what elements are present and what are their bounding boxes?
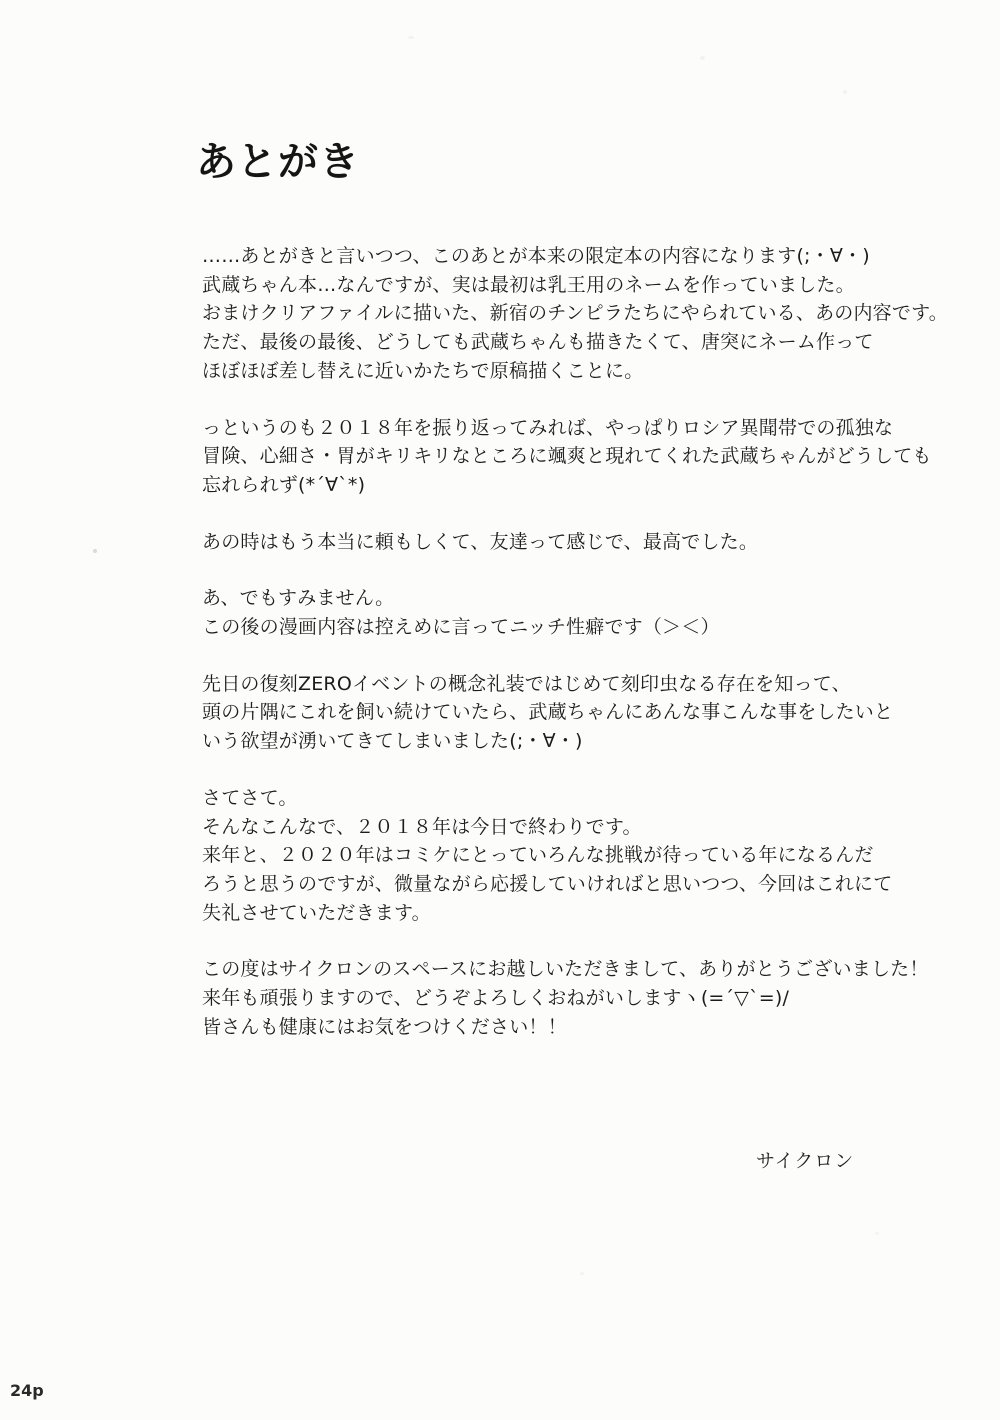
body-line: っというのも２０１８年を振り返ってみれば、やっぱりロシア異聞帯での孤独な — [202, 416, 894, 439]
body-line: 先日の復刻ZEROイベントの概念礼装ではじめて刻印虫なる存在を知って、 — [202, 672, 851, 695]
body-line: 武蔵ちゃん本…なんですが、実は最初は乳王用のネームを作っていました。 — [202, 273, 855, 296]
paragraph-year-end — [202, 784, 962, 928]
body-line: 冒険、心細さ・胃がキリキリなところに颯爽と現れてくれた武蔵ちゃんがどうしても — [202, 445, 932, 468]
body-line: 皆さんも健康にはお気をつけください！！ — [202, 1015, 567, 1038]
body-line: ほぼほぼ差し替えに近いかたちで原稿描くことに。 — [202, 359, 644, 382]
page-title: あとがき — [196, 139, 360, 185]
body-line: ……あとがきと言いつつ、このあとが本来の限定本の内容になります(;・∀・) — [202, 245, 870, 267]
body-line: あ、でもすみません。 — [202, 587, 395, 610]
scan-speck — [580, 1272, 584, 1275]
body-line: 頭の片隅にこれを飼い続けていたら、武蔵ちゃんにあんな事こんな事をしたいと — [202, 701, 894, 724]
afterword-body — [202, 242, 962, 1069]
paragraph-friend — [202, 528, 962, 557]
body-line: おまけクリアファイルに描いた、新宿のチンピラたちにやられている、あの内容です。 — [202, 302, 948, 325]
author-signature: サイクロン — [756, 1150, 855, 1172]
paragraph-zero-event — [202, 670, 962, 756]
scan-speck — [875, 1232, 879, 1235]
paragraph-2018-memory — [202, 414, 962, 500]
body-line: 失礼させていただきます。 — [202, 901, 431, 924]
body-line: いう欲望が湧いてきてしまいました(;・∀・) — [202, 730, 583, 753]
body-line: この後の漫画内容は控えめに言ってニッチ性癖です（＞＜） — [202, 616, 720, 639]
paragraph-apology — [202, 584, 962, 641]
body-line: ろうと思うのですが、微量ながら応援していければと思いつつ、今回はこれにて — [202, 872, 893, 895]
page-number: 24p — [10, 1381, 44, 1400]
body-line: そんなこんなで、２０１８年は今日で終わりです。 — [202, 815, 642, 838]
body-line: さてさて。 — [202, 786, 298, 809]
scan-speck — [93, 549, 97, 553]
body-line: ただ、最後の最後、どうしても武蔵ちゃんも描きたくて、唐突にネーム作って — [202, 331, 874, 354]
body-line: この度はサイクロンのスペースにお越しいただきまして、ありがとうございました！ — [202, 958, 929, 981]
body-line: 来年も頑張りますので、どうぞよろしくおねがいしますヽ(=´▽`=)/ — [202, 987, 790, 1010]
scan-speck — [843, 90, 847, 94]
body-line: 忘れられず(*´∀`*) — [202, 473, 366, 496]
scan-speck — [700, 56, 705, 60]
scan-speck — [408, 36, 414, 39]
paragraph-intro — [202, 242, 962, 386]
body-line: 来年と、２０２０年はコミケにとっていろんな挑戦が待っている年になるんだ — [202, 844, 874, 867]
paragraph-thanks — [202, 955, 962, 1041]
body-line: あの時はもう本当に頼もしくて、友達って感じで、最高でした。 — [202, 530, 759, 553]
